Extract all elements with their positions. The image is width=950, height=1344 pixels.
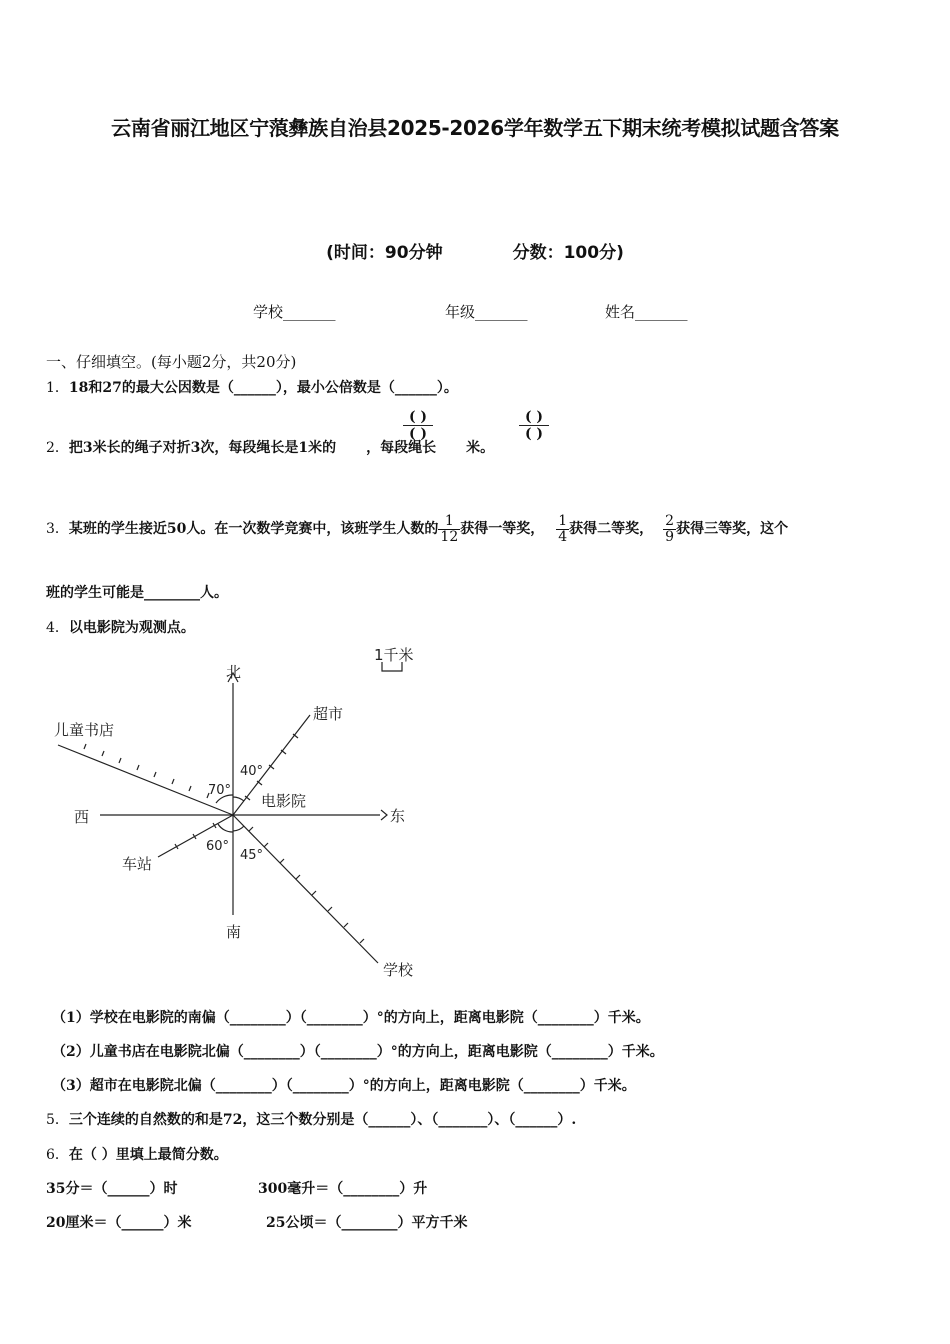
numerator: 2 bbox=[665, 512, 675, 529]
question-4-part-1: （1）学校在电影院的南偏（________）（________）°的方向上，距离电影院（________）千米。 bbox=[52, 1010, 650, 1026]
east-arrow bbox=[381, 810, 387, 820]
school-field[interactable]: 学校_______ bbox=[253, 303, 336, 321]
question-text: 某班的学生接近50人。在一次数学竞赛中，该班学生人数的 bbox=[68, 521, 439, 537]
question-text: ，每段绳长 bbox=[366, 440, 437, 456]
fraction-2-9 bbox=[663, 514, 676, 544]
label-scale: 1千米 bbox=[374, 646, 414, 664]
fraction-1-12 bbox=[438, 514, 460, 544]
question-4 bbox=[46, 617, 195, 637]
fraction-denominator: ( ) bbox=[403, 425, 433, 442]
angle-arc-45 bbox=[233, 826, 244, 831]
grade-field[interactable]: 年级_______ bbox=[445, 303, 528, 321]
question-number: 2． bbox=[46, 440, 69, 456]
q6-row1-a: 35分＝（______）时 bbox=[46, 1181, 178, 1197]
label-40-degrees: 40° bbox=[240, 764, 264, 779]
q6-row1-b: 300毫升＝（________）升 bbox=[258, 1181, 428, 1197]
question-5 bbox=[46, 1109, 576, 1129]
question-6 bbox=[46, 1144, 228, 1164]
label-north: 北 bbox=[226, 663, 242, 681]
question-number: 4． bbox=[46, 620, 69, 636]
name-field[interactable]: 姓名_______ bbox=[605, 303, 688, 321]
angle-arc-40 bbox=[233, 797, 244, 801]
question-4-part-2: （2）儿童书店在电影院北偏（________）（________）°的方向上，距离电影院（________）千米。 bbox=[52, 1044, 664, 1060]
label-school: 学校 bbox=[383, 961, 414, 979]
question-text: 获得一等奖， bbox=[460, 521, 545, 537]
fraction-blank[interactable] bbox=[403, 409, 433, 442]
label-45-degrees: 45° bbox=[240, 848, 264, 863]
numerator: 1 bbox=[444, 512, 454, 529]
question-3 bbox=[46, 510, 788, 548]
fraction-numerator: ( ) bbox=[524, 409, 544, 425]
section-heading: 一、仔细填空。(每小题2分，共20分) bbox=[46, 353, 297, 371]
question-text: 三个连续的自然数的和是72，这三个数分别是（______）、（_______）、（______）. bbox=[68, 1112, 577, 1128]
angle-arc-60 bbox=[218, 824, 233, 832]
question-text: 获得三等奖，这个 bbox=[676, 521, 789, 537]
label-bookstore: 儿童书店 bbox=[54, 721, 115, 739]
q6-row2-b: 25公顷＝（________）平方千米 bbox=[266, 1215, 468, 1231]
question-text: 获得二等奖， bbox=[569, 521, 654, 537]
label-east: 东 bbox=[390, 807, 406, 825]
bookstore-ray bbox=[58, 745, 233, 815]
fraction-1-4 bbox=[556, 514, 569, 544]
label-west: 西 bbox=[74, 808, 90, 826]
question-4-part-3: （3）超市在电影院北偏（________）（________）°的方向上，距离电影院（________）千米。 bbox=[52, 1078, 636, 1094]
denominator: 4 bbox=[558, 528, 568, 545]
question-number: 1． bbox=[46, 380, 69, 396]
fraction-denominator: ( ) bbox=[519, 425, 549, 442]
question-text: 以电影院为观测点。 bbox=[68, 620, 195, 636]
question-number: 5． bbox=[46, 1112, 69, 1128]
fraction-blank[interactable] bbox=[519, 409, 549, 442]
question-number: 3． bbox=[46, 521, 69, 537]
school-ray bbox=[233, 815, 378, 963]
question-number: 6． bbox=[46, 1147, 69, 1163]
question-1 bbox=[46, 377, 458, 397]
question-3-line-2: 班的学生可能是________人。 bbox=[46, 585, 228, 601]
denominator: 9 bbox=[665, 528, 675, 545]
label-70-degrees: 70° bbox=[208, 783, 232, 798]
exam-info bbox=[0, 238, 950, 263]
q6-row2-a: 20厘米＝（______）米 bbox=[46, 1215, 192, 1231]
label-supermarket: 超市 bbox=[313, 705, 344, 723]
label-cinema: 电影院 bbox=[261, 792, 307, 810]
document-title: 云南省丽江地区宁蒗彝族自治县2025-2026学年数学五下期末统考模拟试题含答案 bbox=[111, 116, 839, 140]
exam-time: (时间：90分钟 bbox=[326, 243, 443, 263]
question-text: 在（ ）里填上最简分数。 bbox=[68, 1147, 228, 1163]
question-text: 18和27的最大公因数是（______），最小公倍数是（______）。 bbox=[68, 380, 458, 396]
denominator: 12 bbox=[440, 528, 459, 545]
fraction-numerator: ( ) bbox=[408, 409, 428, 425]
question-text: 米。 bbox=[466, 440, 495, 456]
label-station: 车站 bbox=[122, 855, 153, 873]
direction-diagram bbox=[40, 645, 440, 990]
label-60-degrees: 60° bbox=[206, 839, 230, 854]
label-south: 南 bbox=[226, 923, 242, 941]
exam-score: 分数：100分) bbox=[512, 243, 624, 263]
numerator: 1 bbox=[558, 512, 568, 529]
question-text: 把3米长的绳子对折3次，每段绳长是1米的 bbox=[68, 440, 337, 456]
